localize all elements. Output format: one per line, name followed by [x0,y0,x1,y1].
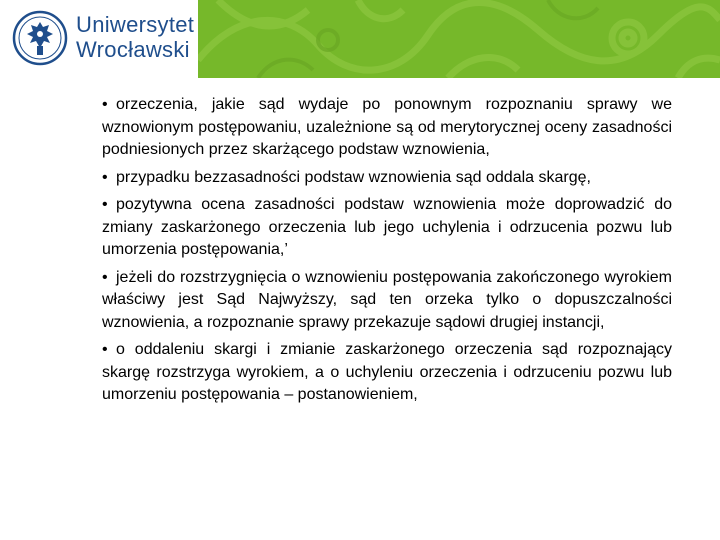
university-logo-text [76,12,194,62]
list-item-text: orzeczenia, jakie sąd wydaje po ponownym rozpoznaniu sprawy we wznowionym postępowaniu, uzależnione są od merytorycznej oceny zasadności podniesionych przez skarżącego podstaw wznowienia, [102,96,672,158]
bullet: • [102,196,108,213]
university-emblem-icon [12,10,68,66]
bullet-list [102,94,672,412]
list-item [102,267,672,335]
list-item-text: pozytywna ocena zasadności podstaw wznowienia może doprowadzić do zmiany zaskarżonego orzeczenia lub jego uchylenia i odrzucenia pozwu lub umorzenia postępowania,’ [102,196,672,258]
logo-line-1: Uniwersytet [76,12,195,37]
bullet: • [102,268,108,286]
bullet: • [102,96,108,113]
list-item [102,167,672,190]
header-banner [198,0,720,78]
list-item [102,339,672,407]
list-item-text: przypadku bezzasadności podstaw wznowienia sąd oddala skargę, [116,168,591,186]
banner-pattern [198,0,720,78]
bullet: • [102,341,108,358]
list-item-text: jeżeli do rozstrzygnięcia o wznowieniu postępowania zakończonego wyrokiem właściwy jest Sąd Najwyższy, sąd ten orzeka tylko o dopuszczalności wznowienia, a rozpoznanie sprawy przekazuje sądowi drugiej instancji, [102,268,672,331]
list-item [102,194,672,262]
bullet: • [102,168,108,186]
list-item [102,94,672,162]
header [0,0,720,78]
logo-line-2: Wrocławski [76,37,190,62]
list-item-text: o oddaleniu skargi i zmianie zaskarżonego orzeczenia sąd rozpoznający skargę rozstrzyga wyrokiem, a o uchyleniu orzeczenia i odrzuceniu pozwu lub umorzeniu postępowania – postanowieniem, [102,341,672,403]
